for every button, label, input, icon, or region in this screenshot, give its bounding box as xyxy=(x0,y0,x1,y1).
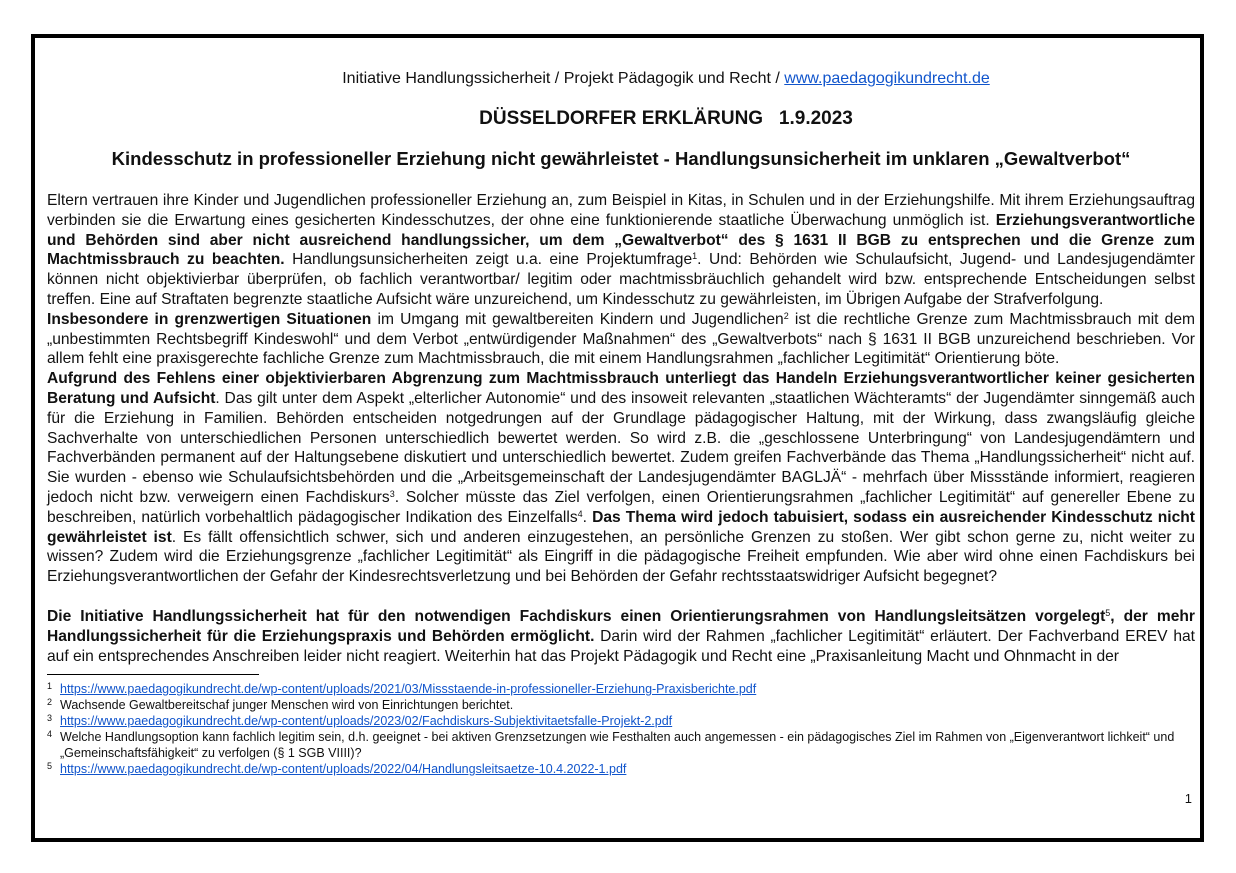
p1-text-c: Handlungsunsicherheiten zeigt u.a. eine Projektumfrage xyxy=(284,251,693,269)
paragraph-1 xyxy=(47,191,1195,310)
header-text: Initiative Handlungssicherheit / Projekt Pädagogik und Recht / xyxy=(342,70,785,87)
p1-text-a: Eltern vertrauen ihre Kinder und Jugendlichen professioneller Erziehung an, zum Beispiel in Kitas, in Schulen und in der Erziehungshilfe. Mit ihrem Erziehungsauftrag verbinden sie die Erwartung eines gesicherten Kindesschutzes, der ohne eine funktionierende staatliche Überwachung unmöglich ist. xyxy=(47,192,1195,229)
p3-bold-e: Das Thema wird jedoch tabuisiert, sodass ein ausreichender Kindesschutz nicht gewährleistet ist xyxy=(47,508,1195,546)
p2-text-c: ist die rechtliche Grenze zum Machtmissbrauch mit dem „unbestimmten Rechtsbegriff Kindeswohl“ und dem Verbot „entwürdigender Maßnahmen“ des „Gewaltverbots“ nach § 1631 II BGB unzureichend beschrieben. Vor allem fehlt eine praxisgerechte fachliche Grenze zum Machtmissbrauch, die mit einem Handlungsrahmen „fachlicher Legitimität“ Orientierung böte. xyxy=(47,310,1195,368)
p2-bold: Insbesondere in grenzwertigen Situationen xyxy=(47,310,372,328)
footnote-divider xyxy=(47,674,259,675)
p1-text-d: . Und: Behörden wie Schulaufsicht, Jugend- und Landesjugendämter können nicht objektivierbar überprüfen, ob fachlich verantwortbar/ legitim oder machtmissbräuchlich gehandelt wird bzw. entsprechende Entscheidungen selbst treffen. Eine auf Straftaten begrenzte staatliche Aufsicht wäre unzureichend, um Kindesschutz zu gewährleisten, im Übrigen Aufgabe der Strafverfolgung. xyxy=(47,251,1195,308)
p1-bold: Erziehungsverantwortliche und Behörden sind aber nicht ausreichend handlungssicher, um dem „Gewaltverbot“ des § 1631 II BGB zu entsprechen und die Grenze zum Machtmissbrauch zu beachten. xyxy=(47,211,1195,269)
body-text xyxy=(47,191,1195,666)
document-page xyxy=(47,68,1195,777)
p3-text-b: . Das gilt unter dem Aspekt „elterlicher Autonomie“ und des insoweit relevanten „staatlichen Wächteramts“ der Jugendämter sinngemäß auch für die Erziehung in Familien. Behörden entscheiden notgedrungen auf der Grundlage pädagogischer Haltung, mit der Wirkung, dass zwangsläufig gleiche Sachverhalte von unterschiedlichen Personen unterschiedlich bewertet werden. So wird z.B. die „geschlossene Unterbringung“ von Landesjugendämtern und Fachverbänden permanent auf der Haltungsebene diskutiert und unterschiedlich bewertet. Zudem greifen Fachverbände das Thema „Handlungssicherheit“ nicht auf. Sie wurden - ebenso wie Schulaufsichtsbehörden und die „Arbeitsgemeinschaft der Landesjugendämter BAGLJÄ“ - mehrfach über Missstände informiert, reagieren jedoch nicht bzw. verweigern einen Fachdiskurs xyxy=(47,389,1196,506)
p4-text-c: Darin wird der Rahmen „fachlicher Legitimität“ erläutert. Der Fachverband EREV hat auf ein entsprechendes Anschreiben leider nicht reagiert. Weiterhin hat das Projekt Pädagogik und Recht eine „Praxisanleitung Macht und Ohnmacht in der xyxy=(47,627,1195,665)
footnote-text: Welche Handlungsoption kann fachlich legitim sein, d.h. geeignet - bei aktiven Grenzsetzungen wie Festhalten auch angemessen - ein pädagogisches Ziel im Rahmen von „Eigenverantwort lichkeit“ und „Gemeinschaftsfähigkeit“ zu verfolgen (§ 1 SGB VIIII)? xyxy=(60,730,1175,761)
header-link[interactable]: www.paedagogikundrecht.de xyxy=(784,70,990,87)
footnote-text: Wachsende Gewaltbereitschaf junger Menschen wird von Einrichtungen berichtet. xyxy=(60,698,514,713)
p3-text-c: . Solcher müsste das Ziel verfolgen, einen Orientierungsrahmen „fachlicher Legitimität“ auf genereller Ebene zu beschreiben, natürlich vorbehaltlich pädagogischer Indikation des Einzelfalls xyxy=(47,488,1195,526)
footnote-number: 3 xyxy=(47,713,53,724)
footnote-3 xyxy=(47,713,1195,729)
paragraph-2 xyxy=(47,310,1195,369)
footnote-number: 2 xyxy=(47,697,53,708)
footnote-4 xyxy=(47,729,1195,761)
p4-bold-b: , der mehr Handlungssicherheit für die Erziehungspraxis und Behörden ermöglicht. xyxy=(47,607,1195,645)
footnote-number: 1 xyxy=(47,681,53,692)
p3-text-f: . Es fällt offensichtlich schwer, sich und anderen einzugestehen, an persönliche Grenzen zu stoßen. Wer gibt schon gerne zu, nicht weiter zu wissen? Zudem wird die Erziehungsgrenze „fachlicher Legitimität“ als Eingriff in die pädagogische Freiheit empfunden. Wie aber wird ohne einen Fachdiskurs bei Erziehungsverantwortlichen der Gefahr der Kindesrechtsverletzung und bei Behörden der Gefahr rechtsstaatswidriger Aufsicht begegnet? xyxy=(47,528,1195,586)
footnote-ref-1[interactable]: 1 xyxy=(692,251,698,262)
p2-text-b: im Umgang mit gewaltbereiten Kindern und Jugendlichen xyxy=(371,310,784,328)
footnote-2 xyxy=(47,697,1195,713)
footnote-link[interactable]: https://www.paedagogikundrecht.de/wp-content/uploads/2022/04/Handlungsleitsaetze-10.4.2022-1.pdf xyxy=(60,762,627,777)
paragraph-4 xyxy=(47,607,1195,666)
p3-text-d: . xyxy=(582,508,593,526)
footnote-ref-5[interactable]: 5 xyxy=(1105,607,1111,618)
page-number: 1 xyxy=(1184,791,1192,806)
footnote-ref-4[interactable]: 4 xyxy=(577,508,583,519)
document-subtitle: Kindesschutz in professioneller Erziehung nicht gewährleistet - Handlungsunsicherheit im unklaren „Gewaltverbot“ xyxy=(111,148,1131,169)
footnote-ref-2[interactable]: 2 xyxy=(783,310,789,321)
footnote-link[interactable]: https://www.paedagogikundrecht.de/wp-content/uploads/2021/03/Missstaende-in-professioneller-Erziehung-Praxisberichte.pdf xyxy=(60,682,757,697)
footnote-5 xyxy=(47,761,1195,777)
footnote-number: 5 xyxy=(47,761,53,772)
footnote-1 xyxy=(47,681,1195,697)
footnote-number: 4 xyxy=(47,729,53,740)
footnote-link[interactable]: https://www.paedagogikundrecht.de/wp-content/uploads/2023/02/Fachdiskurs-Subjektivitaetsfalle-Projekt-2.pdf xyxy=(60,714,673,729)
header-line xyxy=(137,68,1195,90)
footnote-ref-3[interactable]: 3 xyxy=(389,488,395,499)
p3-bold-a: Aufgrund des Fehlens einer objektivierbaren Abgrenzung zum Machtmissbrauch unterliegt das Handeln Erziehungsverantwortlicher keiner gesicherten Beratung und Aufsicht xyxy=(47,370,1195,407)
paragraph-3 xyxy=(47,369,1195,587)
document-title: DÜSSELDORFER ERKLÄRUNG 1.9.2023 xyxy=(479,108,853,129)
p4-bold-a: Die Initiative Handlungssicherheit hat für den notwendigen Fachdiskurs einen Orientierungsrahmen von Handlungsleitsätzen vorgelegt xyxy=(47,607,1106,625)
